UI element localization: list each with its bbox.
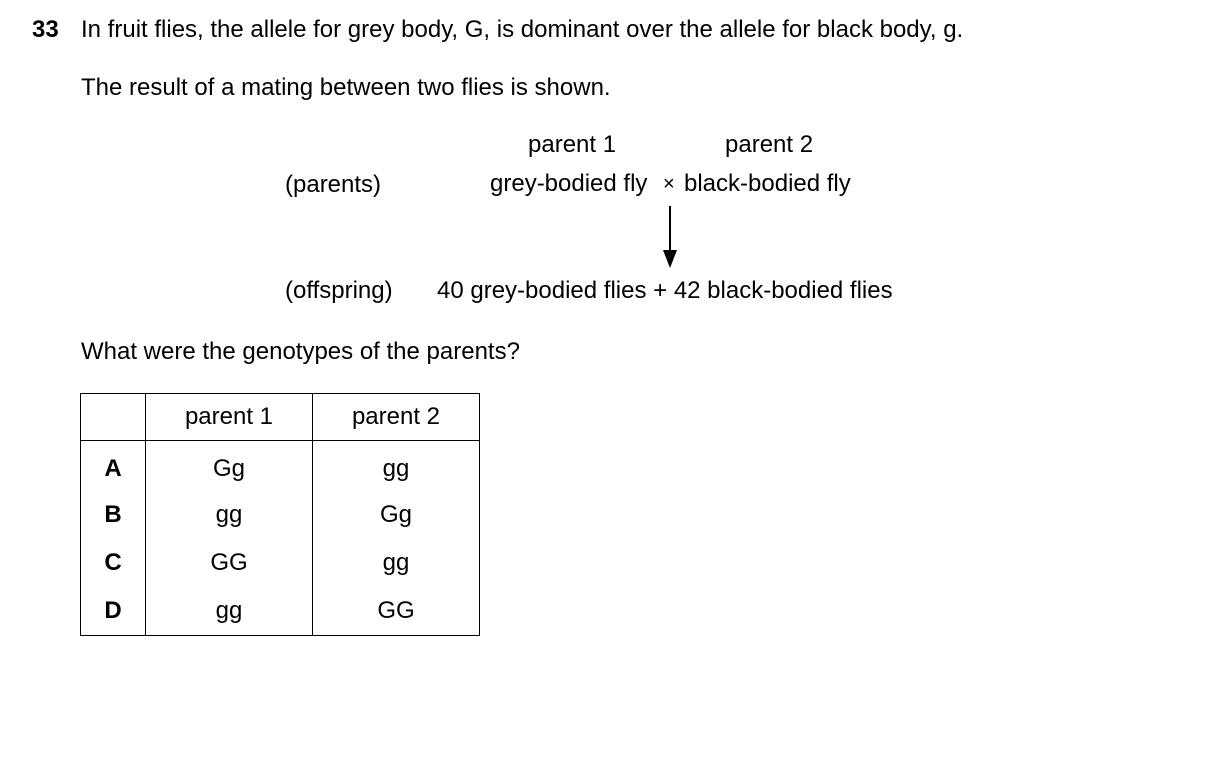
cross-symbol: × <box>663 173 675 195</box>
offspring-result: 40 grey-bodied flies + 42 black-bodied flies <box>437 277 893 304</box>
parent1-genotype: Gg <box>146 441 313 492</box>
option-letter: C <box>81 539 146 587</box>
parent1-genotype: gg <box>146 491 313 539</box>
parent2-heading: parent 2 <box>725 131 814 158</box>
parent2-genotype: gg <box>313 539 480 587</box>
table-header-row <box>81 394 480 441</box>
parent1-phenotype: grey-bodied fly <box>490 170 648 197</box>
question-intro: The result of a mating between two flies is shown. <box>81 74 611 101</box>
answer-table <box>80 393 480 636</box>
offspring-label: (offspring) <box>285 277 393 304</box>
parent1-genotype: GG <box>146 539 313 587</box>
parent2-phenotype: black-bodied fly <box>684 170 851 197</box>
option-row-d[interactable] <box>81 587 480 636</box>
arrow-down-icon <box>663 250 677 268</box>
arrow-shaft <box>669 206 671 252</box>
parent1-genotype: gg <box>146 587 313 636</box>
parents-label: (parents) <box>285 171 382 198</box>
header-parent2: parent 2 <box>313 394 480 441</box>
question-prompt: What were the genotypes of the parents? <box>81 338 520 365</box>
parent2-genotype: GG <box>313 587 480 636</box>
header-parent1: parent 1 <box>146 394 313 441</box>
option-letter: A <box>81 441 146 492</box>
parent2-genotype: gg <box>313 441 480 492</box>
option-row-a[interactable] <box>81 441 480 492</box>
option-row-b[interactable] <box>81 491 480 539</box>
question-stem: In fruit flies, the allele for grey body, G, is dominant over the allele for black body, g. <box>81 16 964 43</box>
option-letter: B <box>81 491 146 539</box>
option-letter: D <box>81 587 146 636</box>
parent1-heading: parent 1 <box>528 131 617 158</box>
header-blank <box>81 394 146 441</box>
option-row-c[interactable] <box>81 539 480 587</box>
question-number: 33 <box>32 16 59 43</box>
parent2-genotype: Gg <box>313 491 480 539</box>
